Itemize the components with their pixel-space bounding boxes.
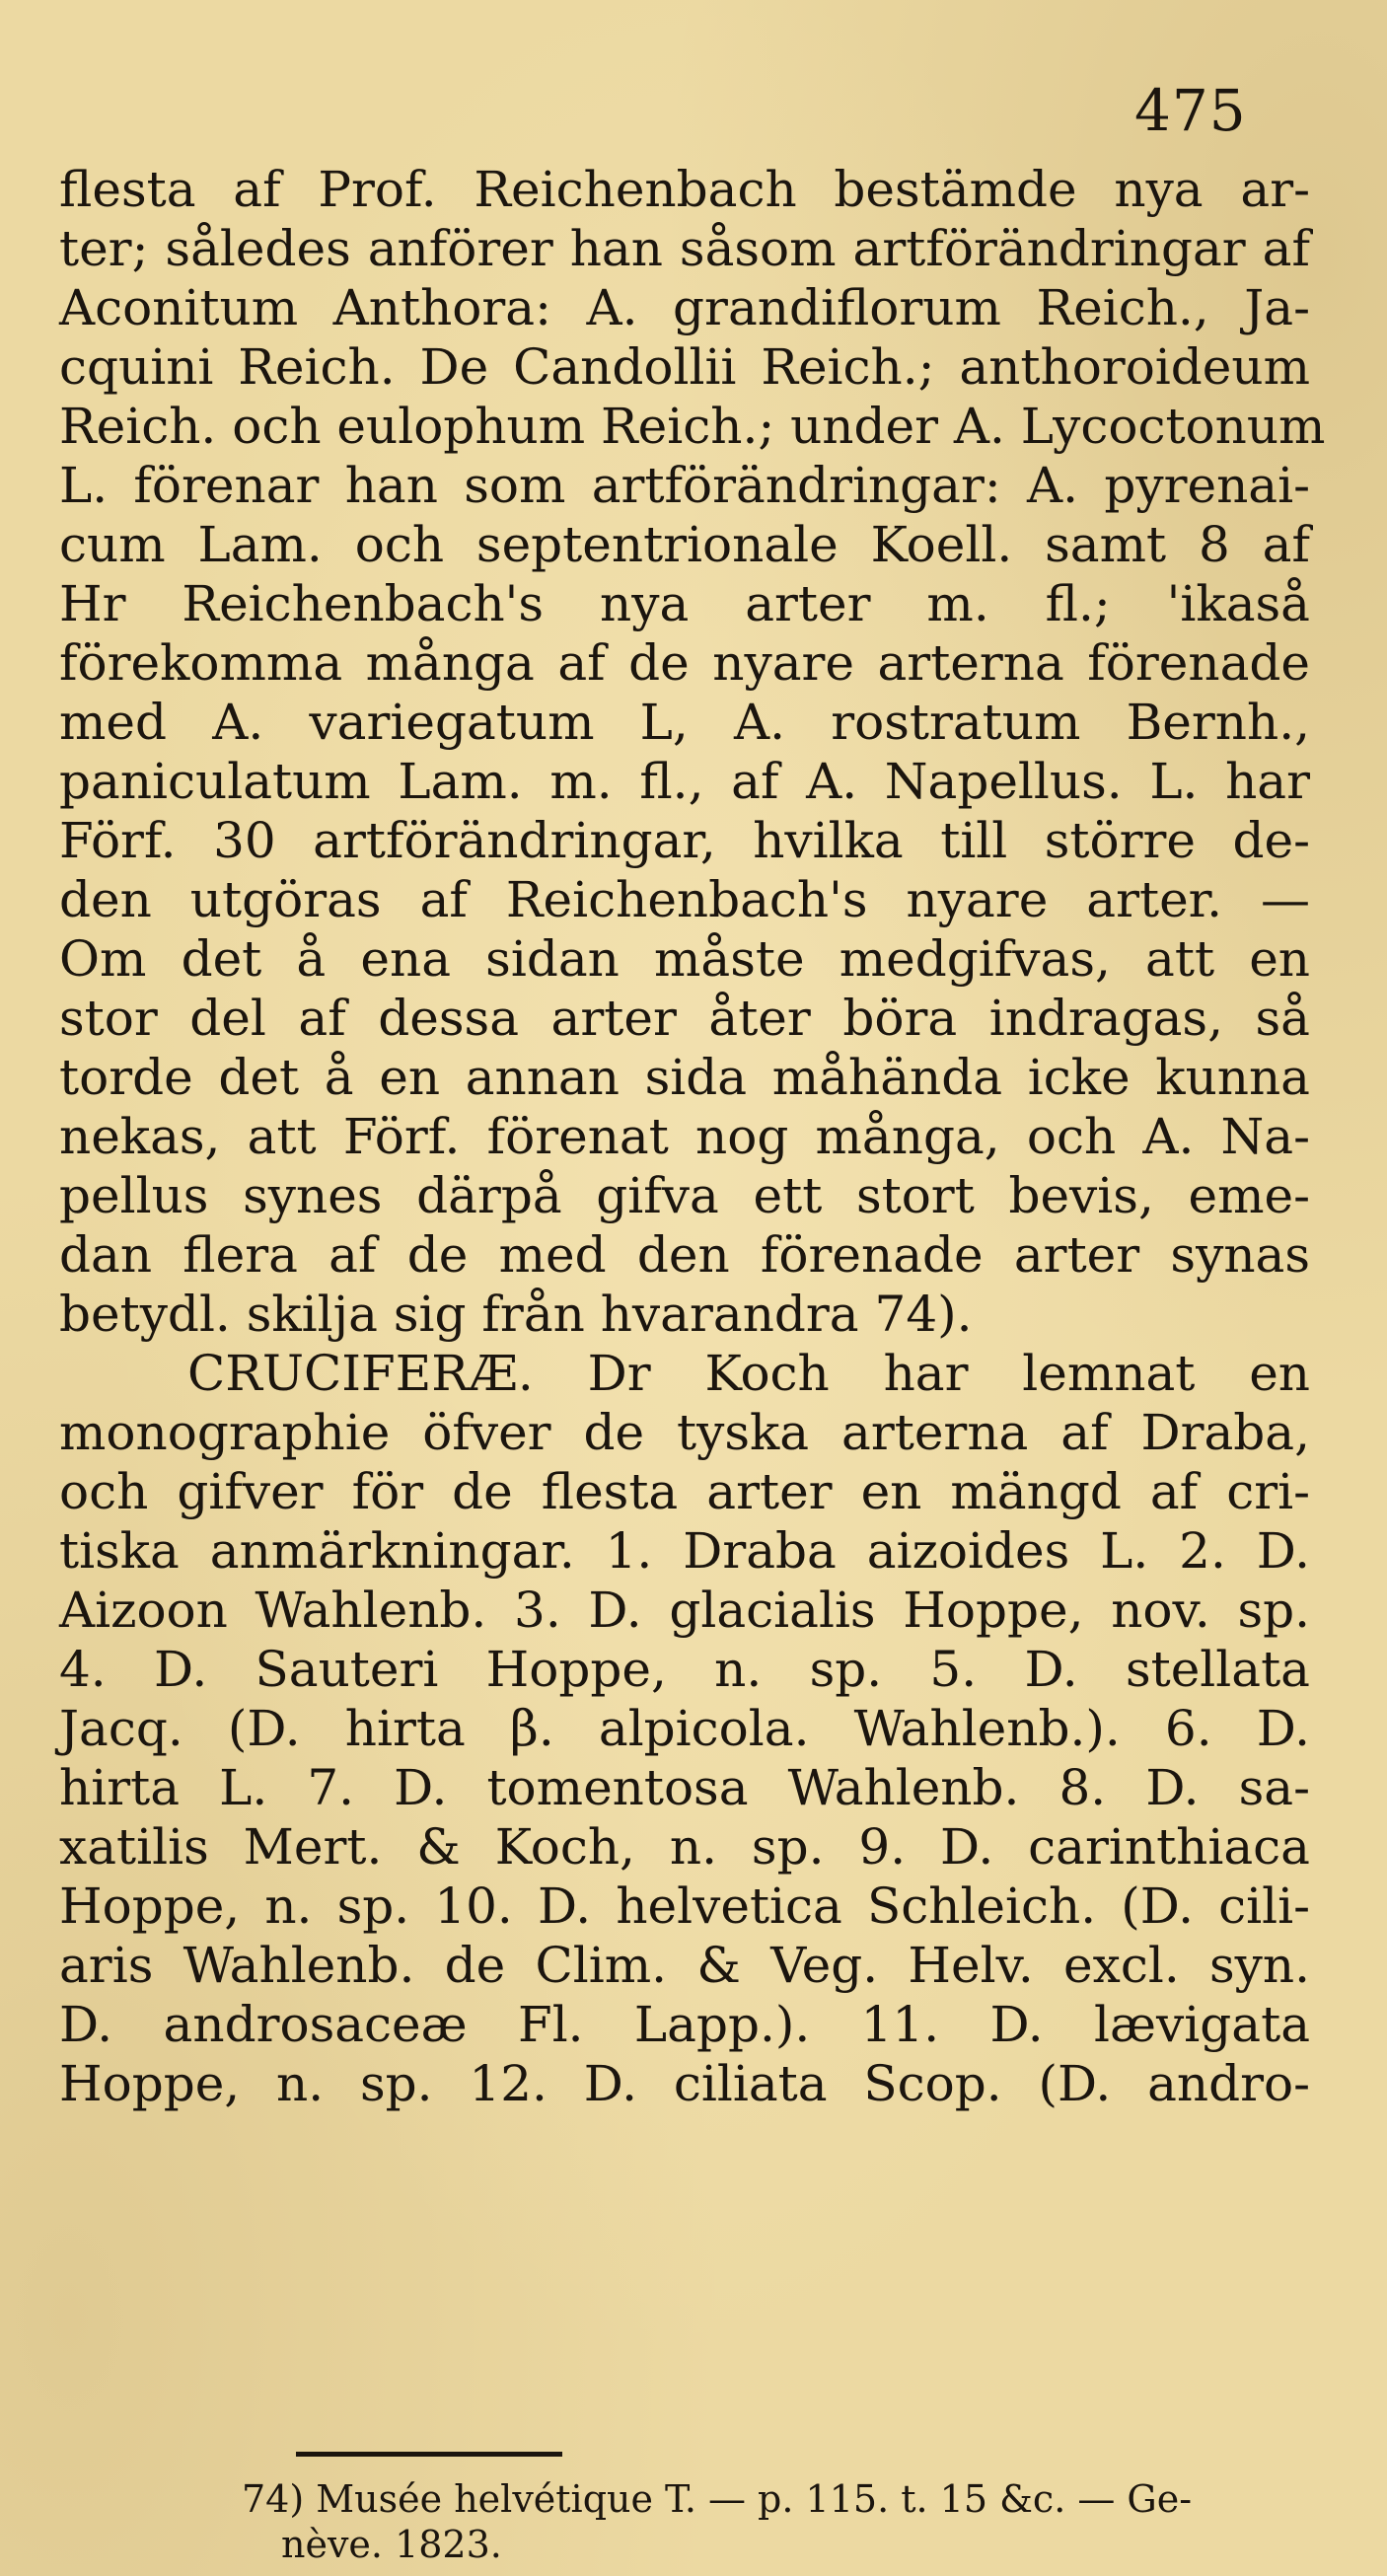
text-line: nekas, att Förf. förenat nog många, och A. Na- — [59, 1108, 1310, 1165]
text-line: 4. D. Sauteri Hoppe, n. sp. 5. D. stellata — [59, 1641, 1310, 1698]
footnote-line: 74) Musée helvétique T. — p. 115. t. 15 &c. — Ge- — [242, 2477, 1193, 2521]
text-line: xatilis Mert. & Koch, n. sp. 9. D. carinthiaca — [59, 1818, 1310, 1876]
text-line: Hoppe, n. sp. 10. D. helvetica Schleich. (D. cili- — [59, 1877, 1310, 1935]
text-line: Förf. 30 artförändringar, hvilka till större de- — [59, 812, 1310, 869]
text-line: dan flera af de med den förenade arter synas — [59, 1226, 1310, 1284]
text-line: paniculatum Lam. m. fl., af A. Napellus. L. har — [59, 753, 1310, 810]
text-line: Hoppe, n. sp. 12. D. ciliata Scop. (D. andro- — [59, 2055, 1310, 2112]
text-line: Om det å ena sidan måste medgifvas, att en — [59, 930, 1310, 988]
text-line: ter; således anförer han såsom artförändringar af — [59, 220, 1310, 277]
text-line: med A. variegatum L, A. rostratum Bernh., — [59, 694, 1310, 751]
text-line: Reich. och eulophum Reich.; under A. Lycoctonum — [59, 398, 1326, 455]
footnote-line: nève. 1823. — [281, 2523, 502, 2566]
text-line: Jacq. (D. hirta β. alpicola. Wahlenb.). 6. D. — [59, 1700, 1310, 1757]
text-line: D. androsaceæ Fl. Lapp.). 11. D. lævigata — [59, 1996, 1310, 2053]
text-line: pellus synes därpå gifva ett stort bevis, eme- — [59, 1167, 1310, 1224]
text-line: cum Lam. och septentrionale Koell. samt 8 af — [59, 516, 1310, 573]
text-line: monographie öfver de tyska arterna af Draba, — [59, 1404, 1310, 1461]
text-line: tiska anmärkningar. 1. Draba aizoides L. 2. D. — [59, 1522, 1310, 1580]
section-heading-line: CRUCIFERÆ. Dr Koch har lemnat en — [187, 1345, 1310, 1402]
text-line: stor del af dessa arter åter böra indragas, så — [59, 990, 1310, 1047]
text-line: L. förenar han som artförändringar: A. pyrenai- — [59, 457, 1310, 514]
text-line: och gifver för de flesta arter en mängd af cri- — [59, 1463, 1310, 1520]
footnote — [242, 2476, 1307, 2567]
text-line: förekomma många af de nyare arterna förenade — [59, 634, 1310, 692]
text-line: Aizoon Wahlenb. 3. D. glacialis Hoppe, nov. sp. — [59, 1582, 1310, 1639]
text-line: aris Wahlenb. de Clim. & Veg. Helv. excl. syn. — [59, 1937, 1310, 1994]
text-line: flesta af Prof. Reichenbach bestämde nya ar- — [59, 161, 1310, 218]
text-line: hirta L. 7. D. tomentosa Wahlenb. 8. D. sa- — [59, 1759, 1310, 1816]
text-line: Aconitum Anthora: A. grandiflorum Reich., Ja- — [59, 279, 1310, 336]
text-line: betydl. skilja sig från hvarandra 74). — [59, 1286, 973, 1343]
text-line: torde det å en annan sida måhända icke kunna — [59, 1049, 1310, 1106]
text-line: den utgöras af Reichenbach's nyare arter. — — [59, 871, 1310, 928]
body-text — [59, 160, 1326, 2113]
footnote-divider — [296, 2452, 562, 2457]
page-number: 475 — [1134, 77, 1247, 144]
text-line: Hr Reichenbach's nya arter m. fl.; 'ikaså — [59, 575, 1310, 632]
text-line: cquini Reich. De Candollii Reich.; anthoroideum — [59, 338, 1310, 396]
